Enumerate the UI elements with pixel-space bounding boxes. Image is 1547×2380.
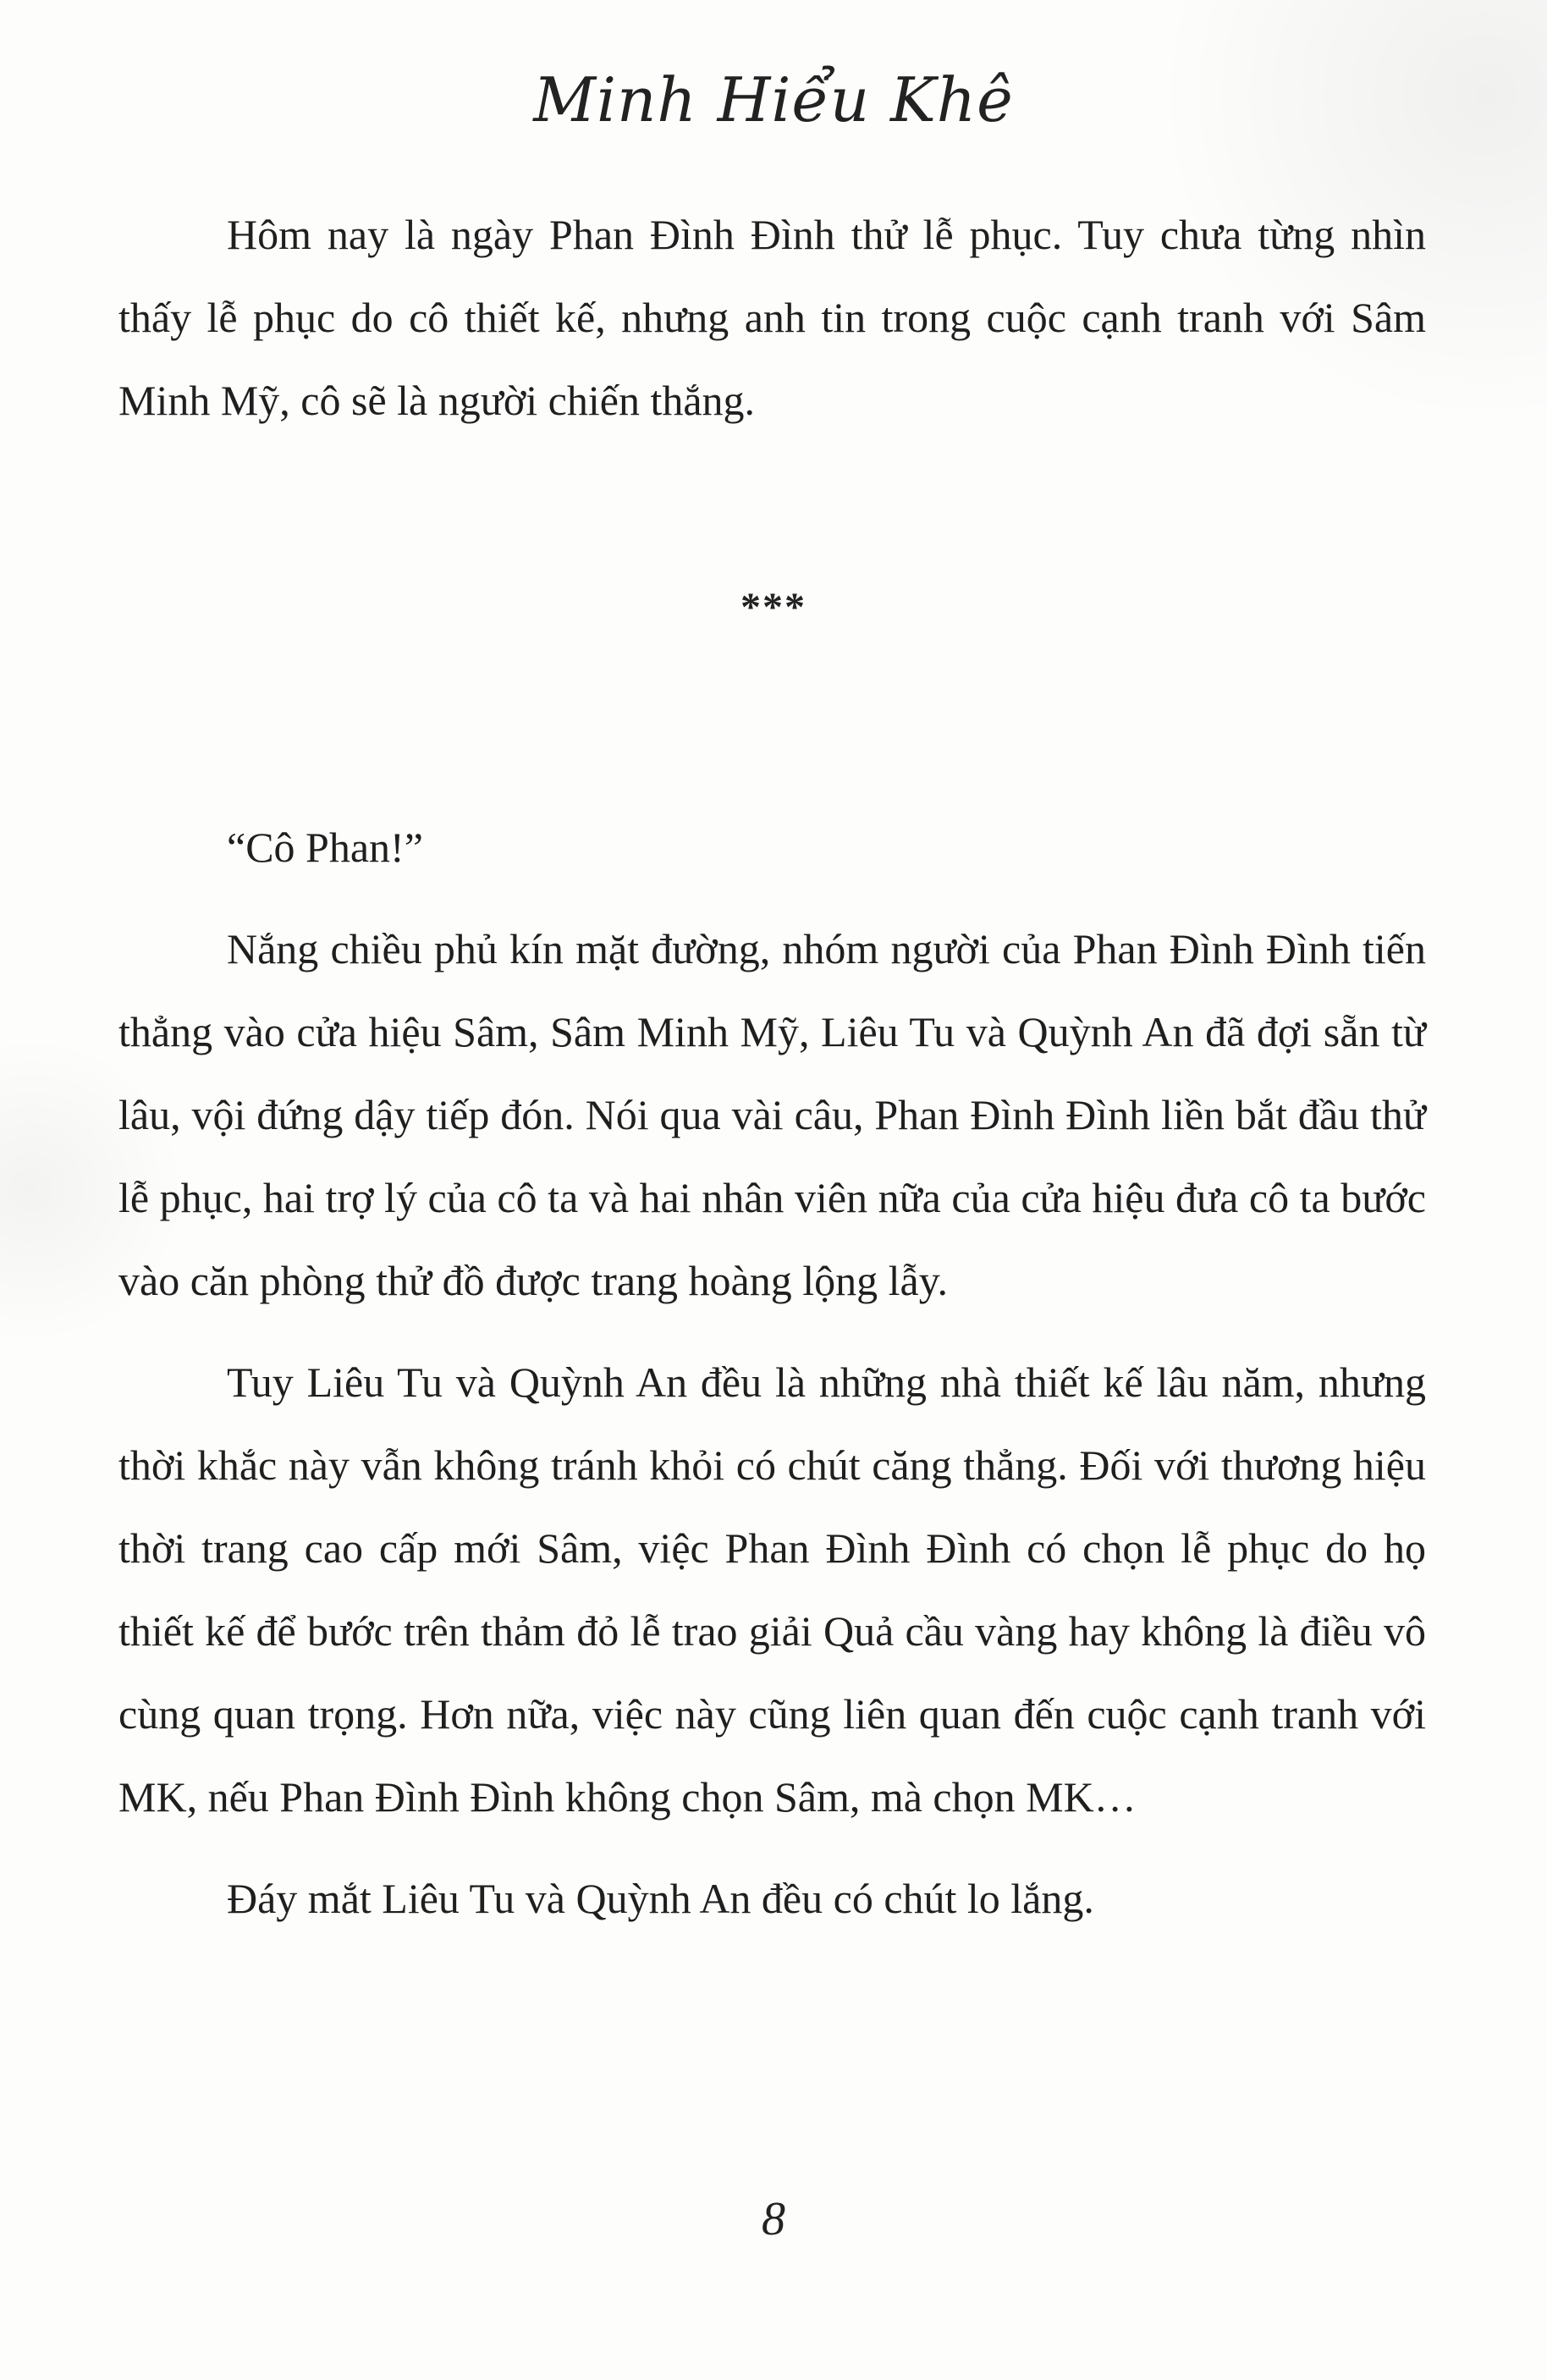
running-header-title: Minh Hiểu Khê xyxy=(533,64,1014,135)
paragraph: Đáy mắt Liêu Tu và Quỳnh An đều có chút lo lắng. xyxy=(227,1875,1094,1922)
section-break: *** xyxy=(740,585,807,630)
page-number: 8 xyxy=(762,2193,785,2245)
top-text-block xyxy=(118,193,1426,442)
main-text-block xyxy=(118,806,1426,1940)
paragraph: Hôm nay là ngày Phan Đình Đình thử lễ phục. Tuy chưa từng nhìn thấy lễ phục do cô thiết kế, nhưng anh tin trong cuộc cạnh tranh với Sâm Minh Mỹ, cô sẽ là người chiến thắng. xyxy=(118,211,1426,424)
paragraph: Tuy Liêu Tu và Quỳnh An đều là những nhà thiết kế lâu năm, nhưng thời khắc này vẫn không tránh khỏi có chút căng thẳng. Đối với thương hiệu thời trang cao cấp mới Sâm, việc Phan Đình Đình có chọn lễ phục do họ thiết kế để bước trên thảm đỏ lễ trao giải Quả cầu vàng hay không là điều vô cùng quan trọng. Hơn nữa, việc này cũng liên quan đến cuộc cạnh tranh với MK, nếu Phan Đình Đình không chọn Sâm, mà chọn MK… xyxy=(118,1358,1426,1821)
paragraph: “Cô Phan!” xyxy=(227,824,423,871)
paragraph: Nắng chiều phủ kín mặt đường, nhóm người của Phan Đình Đình tiến thẳng vào cửa hiệu Sâm, Sâm Minh Mỹ, Liêu Tu và Quỳnh An đã đợi sẵn từ lâu, vội đứng dậy tiếp đón. Nói qua vài câu, Phan Đình Đình liền bắt đầu thử lễ phục, hai trợ lý của cô ta và hai nhân viên nữa của cửa hiệu đưa cô ta bước vào căn phòng thử đồ được trang hoàng lộng lẫy. xyxy=(118,925,1426,1304)
